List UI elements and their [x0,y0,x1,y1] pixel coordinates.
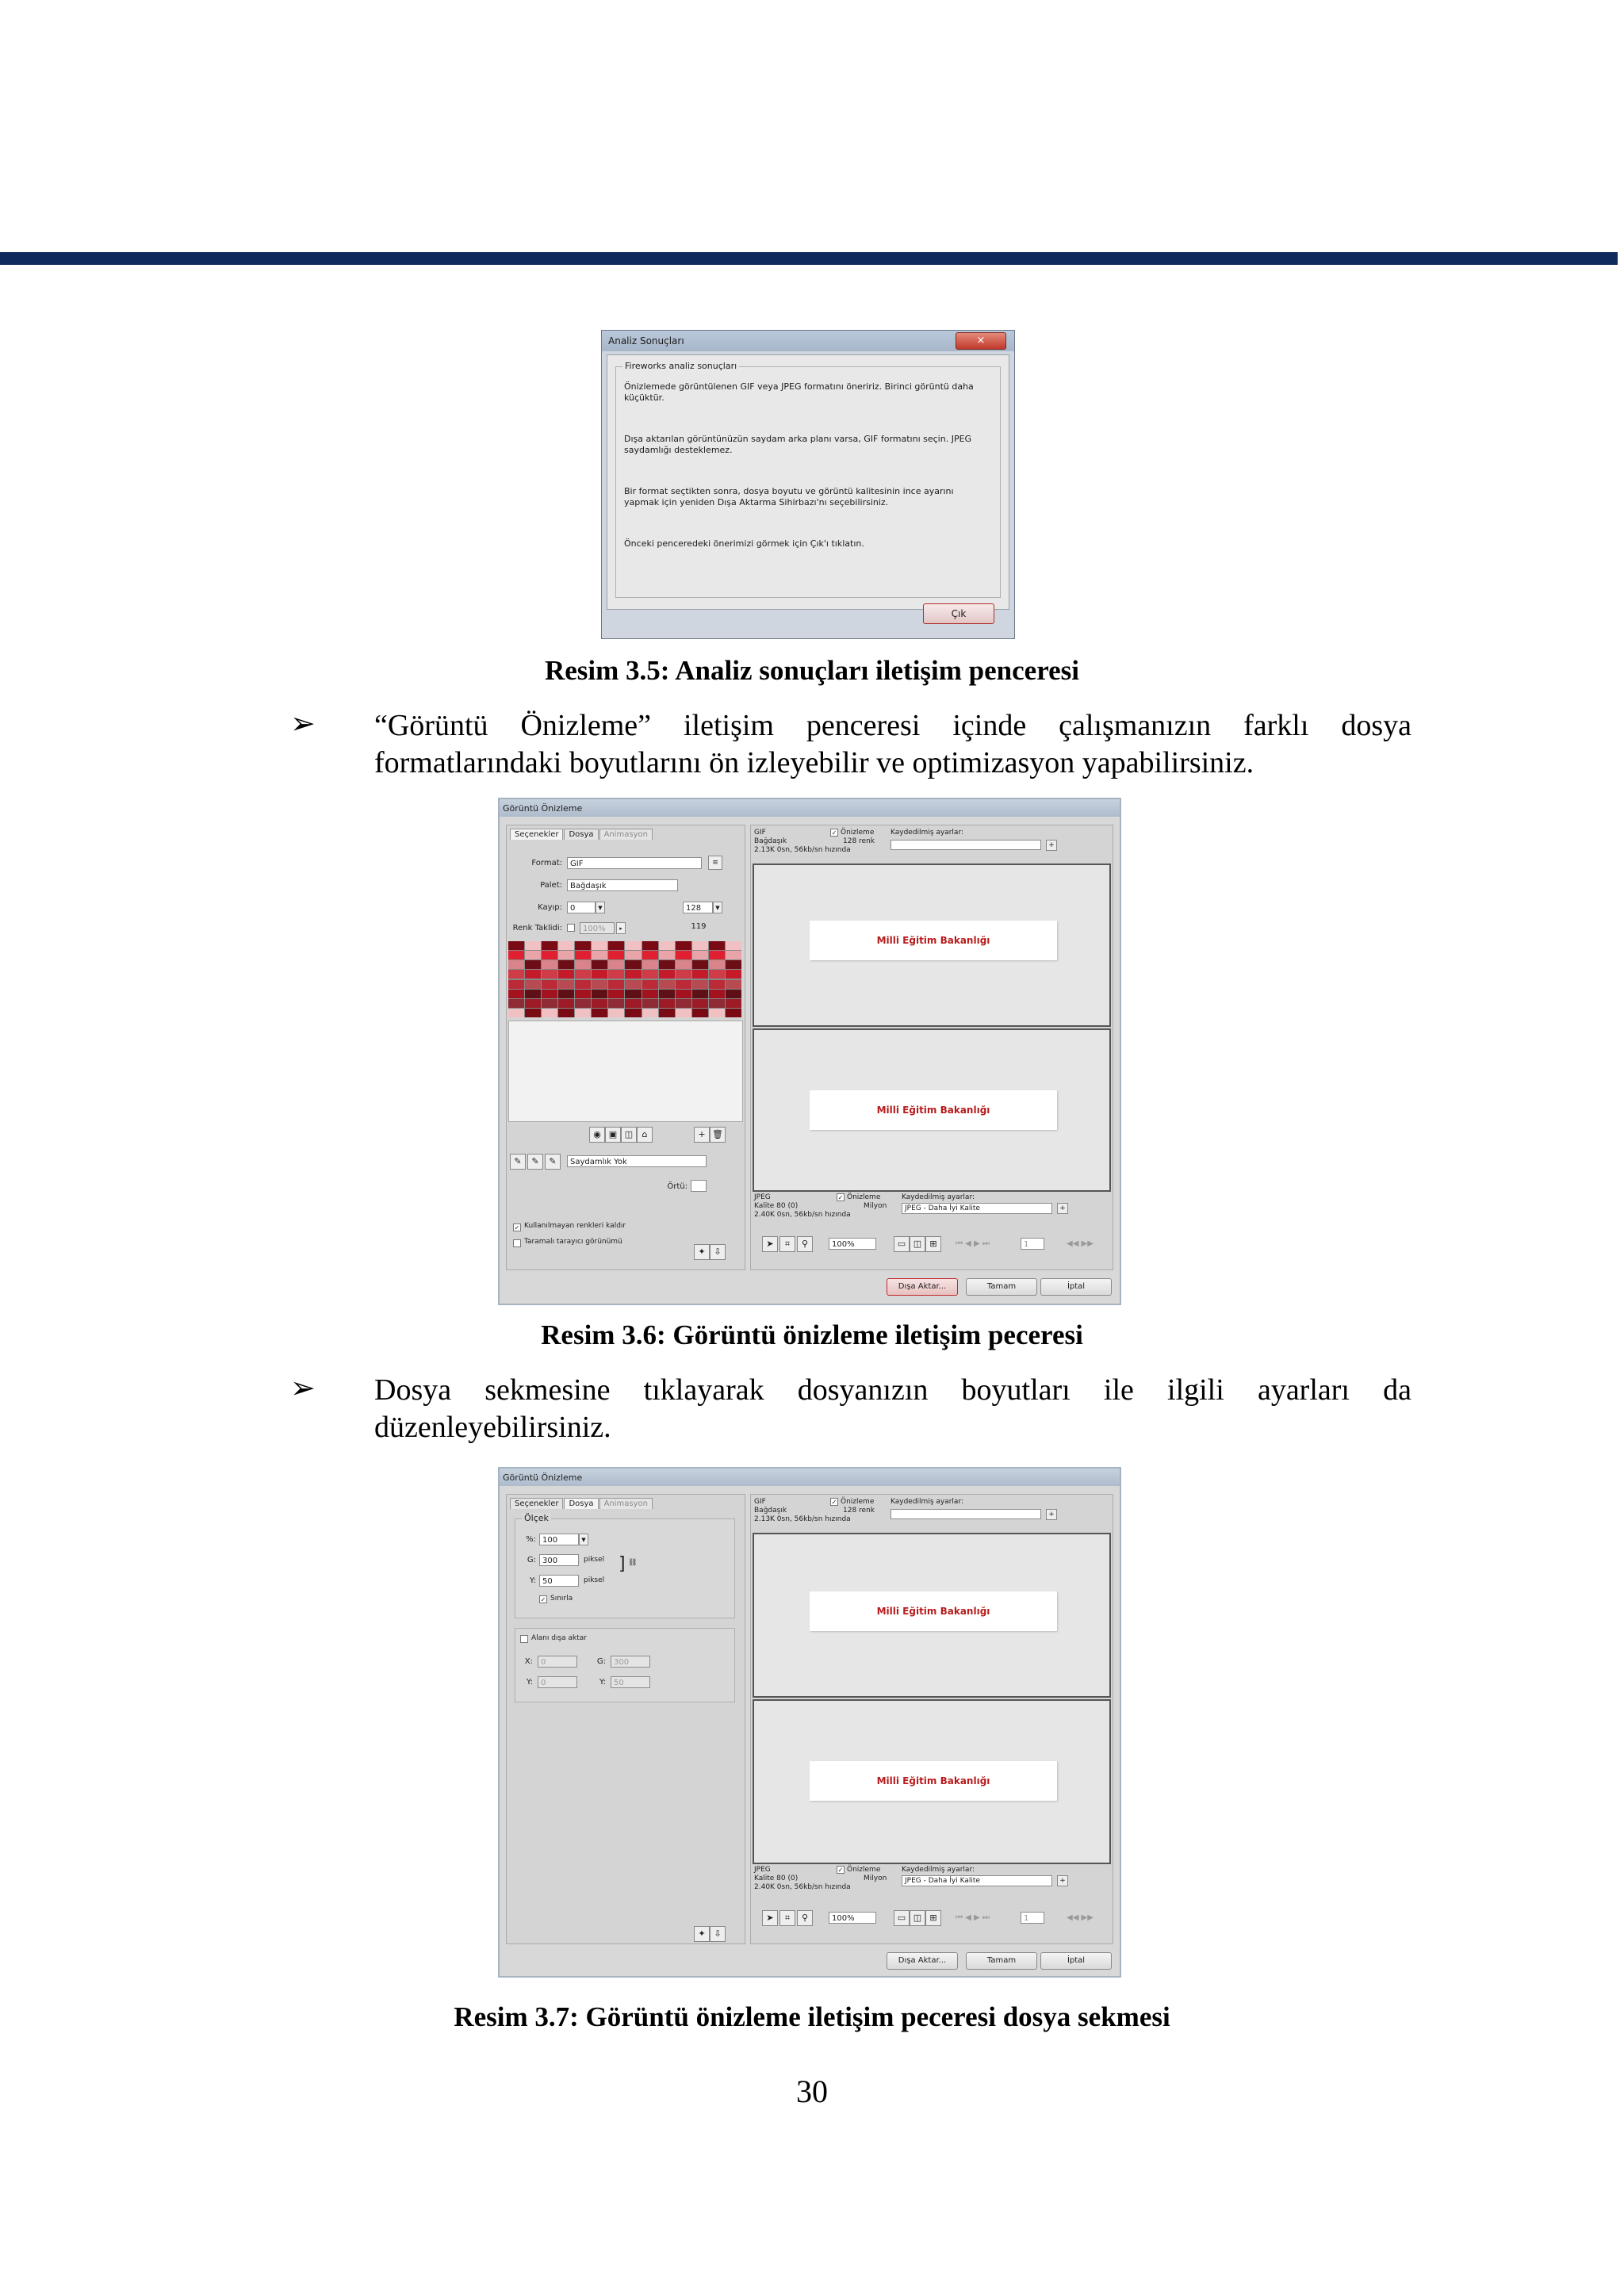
header-rule [0,252,1618,265]
color-swatch[interactable] [642,1009,658,1017]
bottom-add-setting-icon[interactable]: + [1057,1875,1068,1886]
top-add-setting-icon[interactable]: + [1046,1509,1057,1520]
color-swatch[interactable] [726,960,741,969]
page-number: 30 [796,2074,828,2109]
pointer-icon[interactable]: ➤ [762,1236,778,1252]
dialog-titlebar [500,1469,1120,1486]
color-swatch[interactable] [625,970,641,978]
tab-file[interactable]: Dosya [564,829,598,840]
snap-web-icon[interactable]: ▣ [605,1127,621,1143]
color-swatch[interactable] [575,999,591,1008]
bottom-saved-select[interactable]: JPEG - Daha İyi Kalite [902,1875,1052,1886]
export-icon[interactable]: ⇩ [710,1926,726,1942]
export-button[interactable]: Dışa Aktar... [887,1952,958,1970]
percent-dropdown-icon[interactable]: ▼ [579,1534,588,1545]
color-swatch[interactable] [542,960,557,969]
color-palette-grid[interactable] [508,941,741,1017]
area-width-label: G: [596,1657,606,1666]
top-preview-checkbox[interactable]: ✓ [831,1499,837,1506]
top-preview-area[interactable] [753,864,1111,1027]
color-swatch[interactable] [659,980,675,989]
color-swatch[interactable] [558,999,574,1008]
color-swatch[interactable] [726,980,741,989]
color-swatch[interactable] [709,1009,725,1017]
color-swatch[interactable] [608,990,624,998]
bottom-colors: Milyon [864,1202,887,1210]
top-preview-banner: Milli Eğitim Bakanlığı [810,1591,1057,1631]
top-preview-info [751,1498,1113,1534]
color-swatch[interactable] [625,1009,641,1017]
top-saved-select[interactable] [891,1509,1041,1519]
file-panel [506,1494,745,1944]
color-swatch[interactable] [659,970,675,978]
color-swatch[interactable] [525,960,541,969]
color-swatch[interactable] [676,980,691,989]
wizard-icon[interactable]: ✦ [694,1926,710,1942]
color-swatch[interactable] [659,951,675,959]
area-height-label: Y: [599,1678,606,1687]
zoom-icon[interactable]: ⚲ [797,1236,813,1252]
lock-icon[interactable]: ⌂ [637,1127,653,1143]
constrain-bracket-icon: ] [619,1554,626,1574]
figure-caption-2: Resim 3.6: Görüntü önizleme iletişim peceresi [541,1319,1083,1350]
crop-icon[interactable]: ⌗ [779,1910,795,1926]
height-input[interactable]: 50 [539,1575,579,1587]
color-swatch[interactable] [709,941,725,950]
message-2: Dışa aktarılan görüntünüzün saydam arka planı varsa, GIF formatını seçin. JPEG saydamlığı desteklemez. [624,434,972,455]
color-swatch[interactable] [592,951,607,959]
color-swatch[interactable] [659,990,675,998]
color-swatch[interactable] [592,980,607,989]
preview-toolbar [751,1233,1113,1257]
image-preview-dialog-file [498,1467,1121,1978]
percent-label: %: [526,1535,536,1544]
color-swatch[interactable] [726,990,741,998]
dialog-titlebar [500,799,1120,817]
color-swatch[interactable] [608,960,624,969]
bottom-quality: Kalite 80 (0) [754,1202,799,1210]
color-swatch[interactable] [625,941,641,950]
color-swatch[interactable] [642,951,658,959]
top-format: GIF [754,1498,766,1506]
color-swatch[interactable] [508,960,524,969]
top-preview-area[interactable] [753,1533,1111,1698]
exit-button[interactable]: Çık [923,603,994,624]
colors-count: 119 [691,922,707,931]
bottom-preview-info [751,1193,1113,1230]
color-swatch[interactable] [692,960,708,969]
format-label: Format: [531,859,562,867]
color-swatch[interactable] [676,970,691,978]
matte-swatch[interactable] [691,1180,707,1192]
color-swatch[interactable] [692,980,708,989]
dialog-title: Görüntü Önizleme [503,1472,583,1483]
bottom-preview-checkbox[interactable]: ✓ [837,1867,844,1874]
color-swatch[interactable] [625,999,641,1008]
bottom-size: 2.40K 0sn, 56kb/sn hızında [754,1211,851,1219]
loss-dropdown-icon[interactable]: ▼ [596,902,605,913]
unused-colors-label: Kullanılmayan renkleri kaldır [524,1222,626,1230]
group-label: Fireworks analiz sonuçları [622,361,739,371]
single-view-icon[interactable]: ▭ [894,1910,910,1926]
color-swatch[interactable] [558,941,574,950]
scale-label: Ölçek [522,1513,551,1523]
close-icon[interactable]: × [956,332,1006,350]
preview-panel [750,825,1113,1270]
split-view-icon[interactable]: ◫ [910,1910,925,1926]
export-area-group [515,1628,735,1702]
top-palette: Bağdaşık [754,837,787,845]
color-swatch[interactable] [692,1009,708,1017]
single-view-icon[interactable]: ▭ [894,1236,910,1252]
color-swatch[interactable] [709,970,725,978]
scale-group [515,1513,735,1618]
message-1: Önizlemede görüntülenen GIF veya JPEG formatını öneririz. Birinci görüntü daha küçüktür. [624,381,974,403]
link-icon[interactable]: ⛓ [628,1559,638,1567]
unused-colors-checkbox[interactable]: ✓ [514,1224,520,1231]
top-saved-select[interactable] [891,840,1041,850]
format-select[interactable]: GIF [567,857,702,869]
color-swatch[interactable] [558,970,574,978]
zoom-icon[interactable]: ⚲ [797,1910,813,1926]
color-swatch[interactable] [525,990,541,998]
delete-color-icon[interactable]: 🗑 [710,1127,726,1143]
bottom-preview-checkbox[interactable]: ✓ [837,1194,844,1201]
color-swatch[interactable] [676,1009,691,1017]
color-swatch[interactable] [676,960,691,969]
y-label: Y: [526,1678,533,1687]
color-swatch[interactable] [692,941,708,950]
cube-icon[interactable]: ◫ [621,1127,637,1143]
color-swatch[interactable] [642,980,658,989]
color-swatch[interactable] [542,951,557,959]
color-swatch[interactable] [558,960,574,969]
top-colors: 128 renk [843,837,875,845]
color-fill-dropdown-icon[interactable]: ▸ [616,922,626,934]
quad-view-icon[interactable]: ⊞ [925,1236,941,1252]
pointer-icon[interactable]: ➤ [762,1910,778,1926]
color-swatch[interactable] [525,970,541,978]
loss-label: Kayıp: [538,903,562,912]
color-swatch[interactable] [625,951,641,959]
paragraph-2: Dosya sekmesine tıklayarak dosyanızın boyutları ile ilgili ayarları da düzenleyebilirsiniz. [374,1373,1411,1444]
constrain-label: Sınırla [550,1595,573,1603]
color-swatch[interactable] [592,999,607,1008]
color-swatch[interactable] [508,941,524,950]
frame-input[interactable]: 1 [1021,1238,1044,1250]
bullet-icon: ➢ [290,1370,316,1405]
width-unit: piksel [584,1556,605,1564]
color-swatch[interactable] [625,990,641,998]
preview-toolbar [751,1907,1113,1931]
color-wheel-icon[interactable]: ◉ [589,1127,605,1143]
y-input[interactable]: 0 [538,1676,577,1688]
color-swatch[interactable] [575,941,591,950]
color-fill-input[interactable]: 100% [580,922,615,934]
color-swatch[interactable] [592,960,607,969]
top-preview-label: Önizleme [841,1498,875,1506]
top-size: 2.13K 0sn, 56kb/sn hızında [754,846,851,854]
color-swatch[interactable] [692,999,708,1008]
color-swatch[interactable] [558,1009,574,1017]
x-input[interactable]: 0 [538,1656,577,1668]
color-swatch[interactable] [709,999,725,1008]
bottom-preview-banner: Milli Eğitim Bakanlığı [810,1090,1057,1130]
color-swatch[interactable] [575,990,591,998]
color-swatch[interactable] [676,941,691,950]
color-swatch[interactable] [542,1009,557,1017]
export-icon[interactable]: ⇩ [710,1244,726,1260]
palette-select[interactable]: Bağdaşık [567,879,678,891]
color-swatch[interactable] [642,970,658,978]
loop-icon[interactable]: ◀◀ ▶▶ [1067,1239,1094,1248]
color-swatch[interactable] [608,951,624,959]
color-swatch[interactable] [558,951,574,959]
wizard-icon[interactable]: ✦ [694,1244,710,1260]
eyedropper-icon[interactable]: ✎ [510,1154,526,1170]
message-4: Önceki penceredeki önerimizi görmek için Çık'ı tıklatın. [624,538,864,549]
dialog-title: Analiz Sonuçları [608,335,684,347]
top-palette: Bağdaşık [754,1507,787,1515]
bottom-format: JPEG [754,1866,771,1874]
color-swatch[interactable] [676,990,691,998]
top-saved-label: Kaydedilmiş ayarlar: [891,1498,964,1506]
color-swatch[interactable] [575,970,591,978]
loss-input[interactable]: 0 [567,902,596,913]
color-swatch[interactable] [726,1009,741,1017]
color-fill-checkbox[interactable] [567,924,575,932]
color-swatch[interactable] [558,980,574,989]
color-swatch[interactable] [508,951,524,959]
color-swatch[interactable] [709,960,725,969]
color-swatch[interactable] [525,941,541,950]
color-swatch[interactable] [692,970,708,978]
analysis-group [615,361,1001,598]
color-swatch[interactable] [592,970,607,978]
percent-input[interactable]: 100 [539,1534,579,1545]
bottom-preview-area[interactable] [753,1699,1111,1864]
bottom-preview-banner: Milli Eğitim Bakanlığı [810,1761,1057,1801]
frame-input[interactable]: 1 [1021,1912,1044,1924]
tab-options[interactable]: Seçenekler [510,1498,563,1509]
color-swatch[interactable] [508,1009,524,1017]
matte-label: Örtü: [667,1182,688,1191]
dialog-titlebar [602,331,1014,351]
color-swatch[interactable] [592,1009,607,1017]
height-label: Y: [529,1576,536,1585]
palette-empty-area [508,1021,743,1122]
cancel-button[interactable]: İptal [1040,1952,1112,1970]
interlaced-label: Taramalı tarayıcı görünümü [524,1238,622,1246]
color-swatch[interactable] [592,941,607,950]
interlaced-checkbox[interactable] [513,1239,521,1247]
color-swatch[interactable] [592,990,607,998]
color-swatch[interactable] [542,980,557,989]
add-color-icon[interactable]: + [694,1127,710,1143]
tab-file[interactable]: Dosya [564,1498,598,1509]
color-swatch[interactable] [709,980,725,989]
loop-icon[interactable]: ◀◀ ▶▶ [1067,1913,1094,1922]
colors-select[interactable]: 128 [683,902,713,913]
tab-animation[interactable]: Animasyon [599,829,653,840]
zoom-select[interactable]: 100% [829,1238,876,1250]
color-swatch[interactable] [508,980,524,989]
cancel-button[interactable]: İptal [1040,1278,1112,1296]
paragraph-1: “Görüntü Önizleme” iletişim penceresi içinde çalışmanızın farklı dosya formatlarındaki boyutlarını ön izleyebilir ve optimizasyon yapabilirsiniz. [374,709,1411,779]
color-swatch[interactable] [709,990,725,998]
color-swatch[interactable] [676,999,691,1008]
top-preview-checkbox[interactable]: ✓ [831,829,837,837]
color-swatch[interactable] [575,960,591,969]
palette-label: Palet: [540,881,562,890]
ok-button[interactable]: Tamam [966,1278,1037,1296]
analysis-results-dialog [601,330,1015,639]
figure-caption-3: Resim 3.7: Görüntü önizleme iletişim peceresi dosya sekmesi [454,2001,1170,2032]
top-colors: 128 renk [843,1507,875,1515]
color-swatch[interactable] [508,990,524,998]
color-swatch[interactable] [575,1009,591,1017]
color-swatch[interactable] [575,980,591,989]
bottom-saved-select[interactable]: JPEG - Daha İyi Kalite [902,1203,1052,1214]
top-size: 2.13K 0sn, 56kb/sn hızında [754,1515,851,1523]
tab-animation[interactable]: Animasyon [599,1498,653,1509]
image-preview-dialog-options [498,798,1121,1305]
color-swatch[interactable] [542,970,557,978]
color-swatch[interactable] [508,999,524,1008]
color-swatch[interactable] [676,951,691,959]
color-swatch[interactable] [659,941,675,950]
frame-nav-icon[interactable]: ⏮ ◀ ▶ ⏭ [956,1913,990,1922]
eyedropper-remove-icon[interactable]: ✎ [545,1154,561,1170]
bottom-format: JPEG [754,1193,771,1201]
constrain-checkbox[interactable]: ✓ [540,1596,546,1603]
color-swatch[interactable] [608,941,624,950]
color-swatch[interactable] [608,999,624,1008]
color-swatch[interactable] [542,999,557,1008]
color-swatch[interactable] [709,951,725,959]
top-preview-banner: Milli Eğitim Bakanlığı [810,921,1057,960]
x-label: X: [524,1657,533,1666]
bottom-size: 2.40K 0sn, 56kb/sn hızında [754,1883,851,1891]
color-swatch[interactable] [642,990,658,998]
color-swatch[interactable] [608,1009,624,1017]
figure-caption-1: Resim 3.5: Analiz sonuçları iletişim penceresi [544,655,1079,686]
frame-nav-icon[interactable]: ⏮ ◀ ▶ ⏭ [956,1239,990,1248]
top-saved-label: Kaydedilmiş ayarlar: [891,829,964,837]
bottom-preview-label: Önizleme [847,1193,881,1201]
color-swatch[interactable] [692,951,708,959]
color-swatch[interactable] [525,980,541,989]
top-preview-info [751,829,1113,865]
preview-panel [750,1494,1113,1944]
color-fill-label: Renk Taklidi: [512,924,562,932]
color-swatch[interactable] [625,960,641,969]
ok-button[interactable]: Tamam [966,1952,1037,1970]
colors-dropdown-icon[interactable]: ▼ [713,902,722,913]
options-menu-icon[interactable]: ≡ [708,856,722,870]
color-swatch[interactable] [726,970,741,978]
color-swatch[interactable] [558,990,574,998]
dialog-title: Görüntü Önizleme [503,803,583,814]
color-swatch[interactable] [659,960,675,969]
color-swatch[interactable] [642,999,658,1008]
color-swatch[interactable] [542,941,557,950]
bottom-preview-info [751,1866,1113,1902]
message-3: Bir format seçtikten sonra, dosya boyutu ve görüntü kalitesinin ince ayarını yapmak için yeniden Dışa Aktarma Sihirbazı'nı seçebilirsiniz. [624,486,954,507]
dialog-body [607,354,1009,610]
bottom-colors: Milyon [864,1875,887,1882]
color-swatch[interactable] [508,970,524,978]
color-swatch[interactable] [525,951,541,959]
width-input[interactable]: 300 [539,1554,579,1566]
height-unit: piksel [584,1576,605,1584]
eyedropper-add-icon[interactable]: ✎ [527,1154,543,1170]
options-panel [506,825,745,1270]
color-swatch[interactable] [659,999,675,1008]
tab-bar [510,1498,653,1511]
area-height-input[interactable]: 50 [611,1676,650,1688]
export-area-checkbox[interactable] [520,1635,528,1643]
color-swatch[interactable] [692,990,708,998]
top-add-setting-icon[interactable]: + [1046,840,1057,851]
tab-options[interactable]: Seçenekler [510,829,563,840]
split-view-icon[interactable]: ◫ [910,1236,925,1252]
color-swatch[interactable] [525,999,541,1008]
color-swatch[interactable] [642,960,658,969]
export-area-label: Alanı dışa aktar [531,1634,587,1642]
color-swatch[interactable] [726,941,741,950]
bottom-quality: Kalite 80 (0) [754,1875,799,1882]
color-swatch[interactable] [659,1009,675,1017]
color-swatch[interactable] [608,980,624,989]
quad-view-icon[interactable]: ⊞ [925,1910,941,1926]
color-swatch[interactable] [726,951,741,959]
bottom-preview-label: Önizleme [847,1866,881,1874]
export-button[interactable]: Dışa Aktar... [887,1278,958,1296]
color-swatch[interactable] [642,941,658,950]
zoom-select[interactable]: 100% [829,1912,876,1924]
top-preview-label: Önizleme [841,829,875,837]
crop-icon[interactable]: ⌗ [779,1236,795,1252]
color-swatch[interactable] [625,980,641,989]
bottom-saved-label: Kaydedilmiş ayarlar: [902,1866,975,1874]
bullet-icon: ➢ [290,706,316,741]
color-swatch[interactable] [575,951,591,959]
tab-bar [510,829,653,841]
area-width-input[interactable]: 300 [611,1656,650,1668]
color-swatch[interactable] [525,1009,541,1017]
transparency-select[interactable]: Saydamlık Yok [567,1155,707,1167]
color-swatch[interactable] [542,990,557,998]
width-label: G: [527,1556,536,1564]
top-format: GIF [754,829,766,837]
color-swatch[interactable] [608,970,624,978]
bottom-preview-area[interactable] [753,1028,1111,1192]
color-swatch[interactable] [726,999,741,1008]
bottom-saved-label: Kaydedilmiş ayarlar: [902,1193,975,1201]
bottom-add-setting-icon[interactable]: + [1057,1203,1068,1214]
